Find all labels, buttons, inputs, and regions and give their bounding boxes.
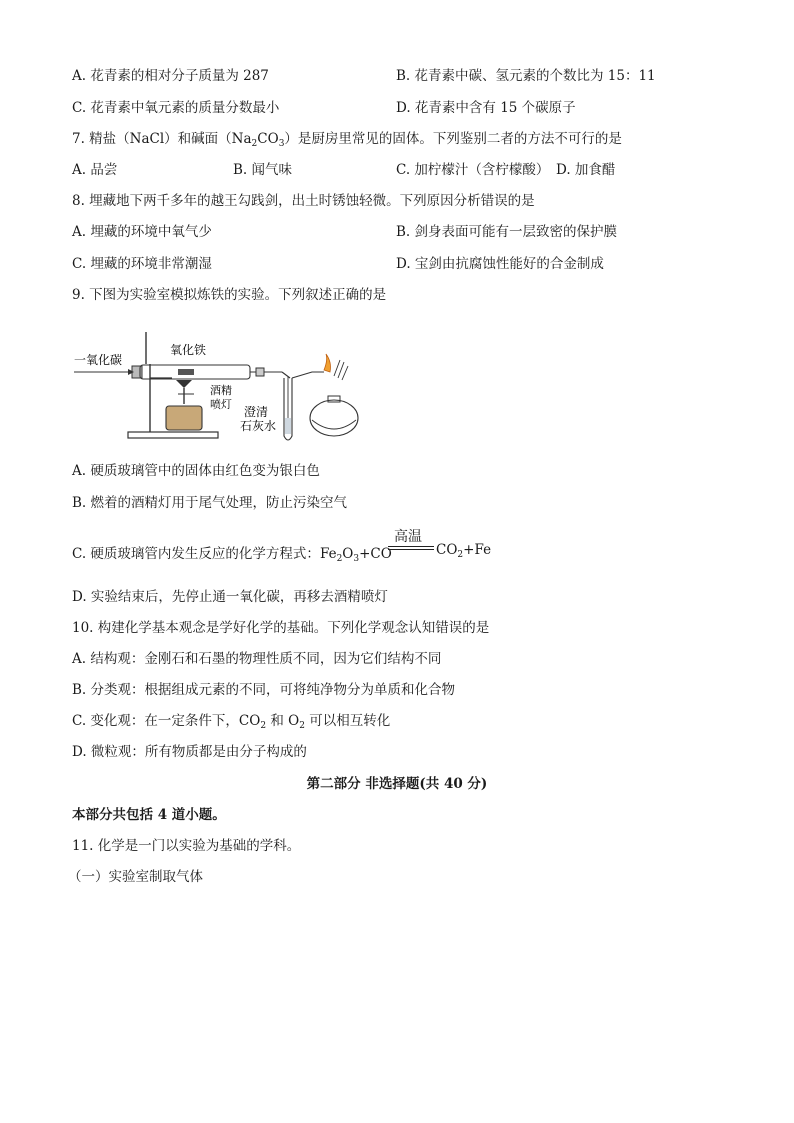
label-limewater-line2: 石灰水 xyxy=(240,419,277,433)
label-lamp-line2: 喷灯 xyxy=(210,398,232,411)
q9-option-a: A. 硬质玻璃管中的固体由红色变为银白色 xyxy=(72,463,320,479)
q10-option-b: B. 分类观：根据组成元素的不同，可将纯净物分为单质和化合物 xyxy=(72,682,456,698)
alcohol-lamp-body xyxy=(310,400,358,436)
equation-sign-top xyxy=(388,546,434,547)
lamp-neck xyxy=(328,396,340,402)
lamp-liquid-line xyxy=(312,420,356,429)
outlet-connector xyxy=(256,368,264,376)
q9-option-c-text: C. 硬质玻璃管内发生反应的化学方程式：$Fe_2O_3+CO$ xyxy=(72,546,392,564)
q9-option-c xyxy=(72,526,572,566)
tail-gas-tube xyxy=(292,372,324,378)
q6-option-a: A. 花青素的相对分子质量为 287 xyxy=(72,68,269,84)
q7-option-b: B. 闻气味 xyxy=(233,162,293,178)
q10-option-d: D. 微粒观：所有物质都是由分子构成的 xyxy=(72,744,307,760)
outlet-bend xyxy=(282,372,290,378)
q7-option-a: A. 品尝 xyxy=(72,162,118,178)
q11-stem: 11. 化学是一门以实验为基础的学科。 xyxy=(72,838,301,854)
label-iron-oxide: 氧化铁 xyxy=(170,343,207,357)
q11-subsection-1: （一）实验室制取气体 xyxy=(68,869,203,885)
q7-stem: 7. 精盐（NaCl）和碱面$(Na_2CO_3)$是厨房里常见的固体。下列鉴别二者的方法不可行的是 xyxy=(72,131,622,149)
lime-water xyxy=(285,418,291,434)
label-limewater-line1: 澄清 xyxy=(244,405,269,419)
q8-option-d: D. 宝剑由抗腐蚀性能好的合金制成 xyxy=(396,256,604,272)
q6-option-d: D. 花青素中含有 15 个碳原子 xyxy=(396,100,576,116)
q9-option-b: B. 燃着的酒精灯用于尾气处理，防止污染空气 xyxy=(72,495,348,511)
blast-lamp-body xyxy=(166,406,202,430)
q10-option-c: C. 变化观：在一定条件下，$CO_2$ 和 $O_2$ 可以相互转化 xyxy=(72,713,391,731)
q10-option-a: A. 结构观：金刚石和石墨的物理性质不同，因为它们结构不同 xyxy=(72,651,442,667)
q6-option-c: C. 花青素中氧元素的质量分数最小 xyxy=(72,100,280,116)
q6-option-b: B. 花青素中碳、氢元素的个数比为 15：11 xyxy=(396,68,656,84)
lamp-wick-lines xyxy=(334,360,348,380)
q7-option-d: D. 加食醋 xyxy=(556,162,616,178)
q8-option-b: B. 剑身表面可能有一层致密的保护膜 xyxy=(396,224,618,240)
q9-stem: 9. 下图为实验室模拟炼铁的实验。下列叙述正确的是 xyxy=(72,287,387,303)
reaction-products: $CO_2+Fe$ xyxy=(436,542,492,560)
q7-option-c: C. 加柠檬汁（含柠檬酸） xyxy=(396,162,550,178)
reaction-condition: 高温 xyxy=(394,529,422,545)
iron-smelting-apparatus-figure xyxy=(72,320,372,450)
part2-intro: 本部分共包括 4 道小题。 xyxy=(72,807,226,823)
part2-title: 第二部分 非选择题(共 40 分) xyxy=(306,776,488,792)
hard-glass-tube xyxy=(140,365,250,379)
q10-stem: 10. 构建化学基本观念是学好化学的基础。下列化学观念认知错误的是 xyxy=(72,620,490,636)
label-co: 一氧化碳 xyxy=(74,353,123,367)
q8-stem: 8. 埋藏地下两千多年的越王勾践剑，出土时锈蚀轻微。下列原因分析错误的是 xyxy=(72,193,535,209)
blast-lamp-flame xyxy=(176,380,192,388)
stand-base xyxy=(128,432,218,438)
q9-option-d: D. 实验结束后，先停止通一氧化碳，再移去酒精喷灯 xyxy=(72,589,388,605)
iron-oxide-sample xyxy=(178,369,194,375)
equation-sign-bottom xyxy=(388,549,434,550)
alcohol-lamp-flame xyxy=(324,354,331,372)
label-lamp-line1: 酒精 xyxy=(210,384,232,397)
q8-option-a: A. 埋藏的环境中氧气少 xyxy=(72,224,212,240)
q8-option-c: C. 埋藏的环境非常潮湿 xyxy=(72,256,212,272)
